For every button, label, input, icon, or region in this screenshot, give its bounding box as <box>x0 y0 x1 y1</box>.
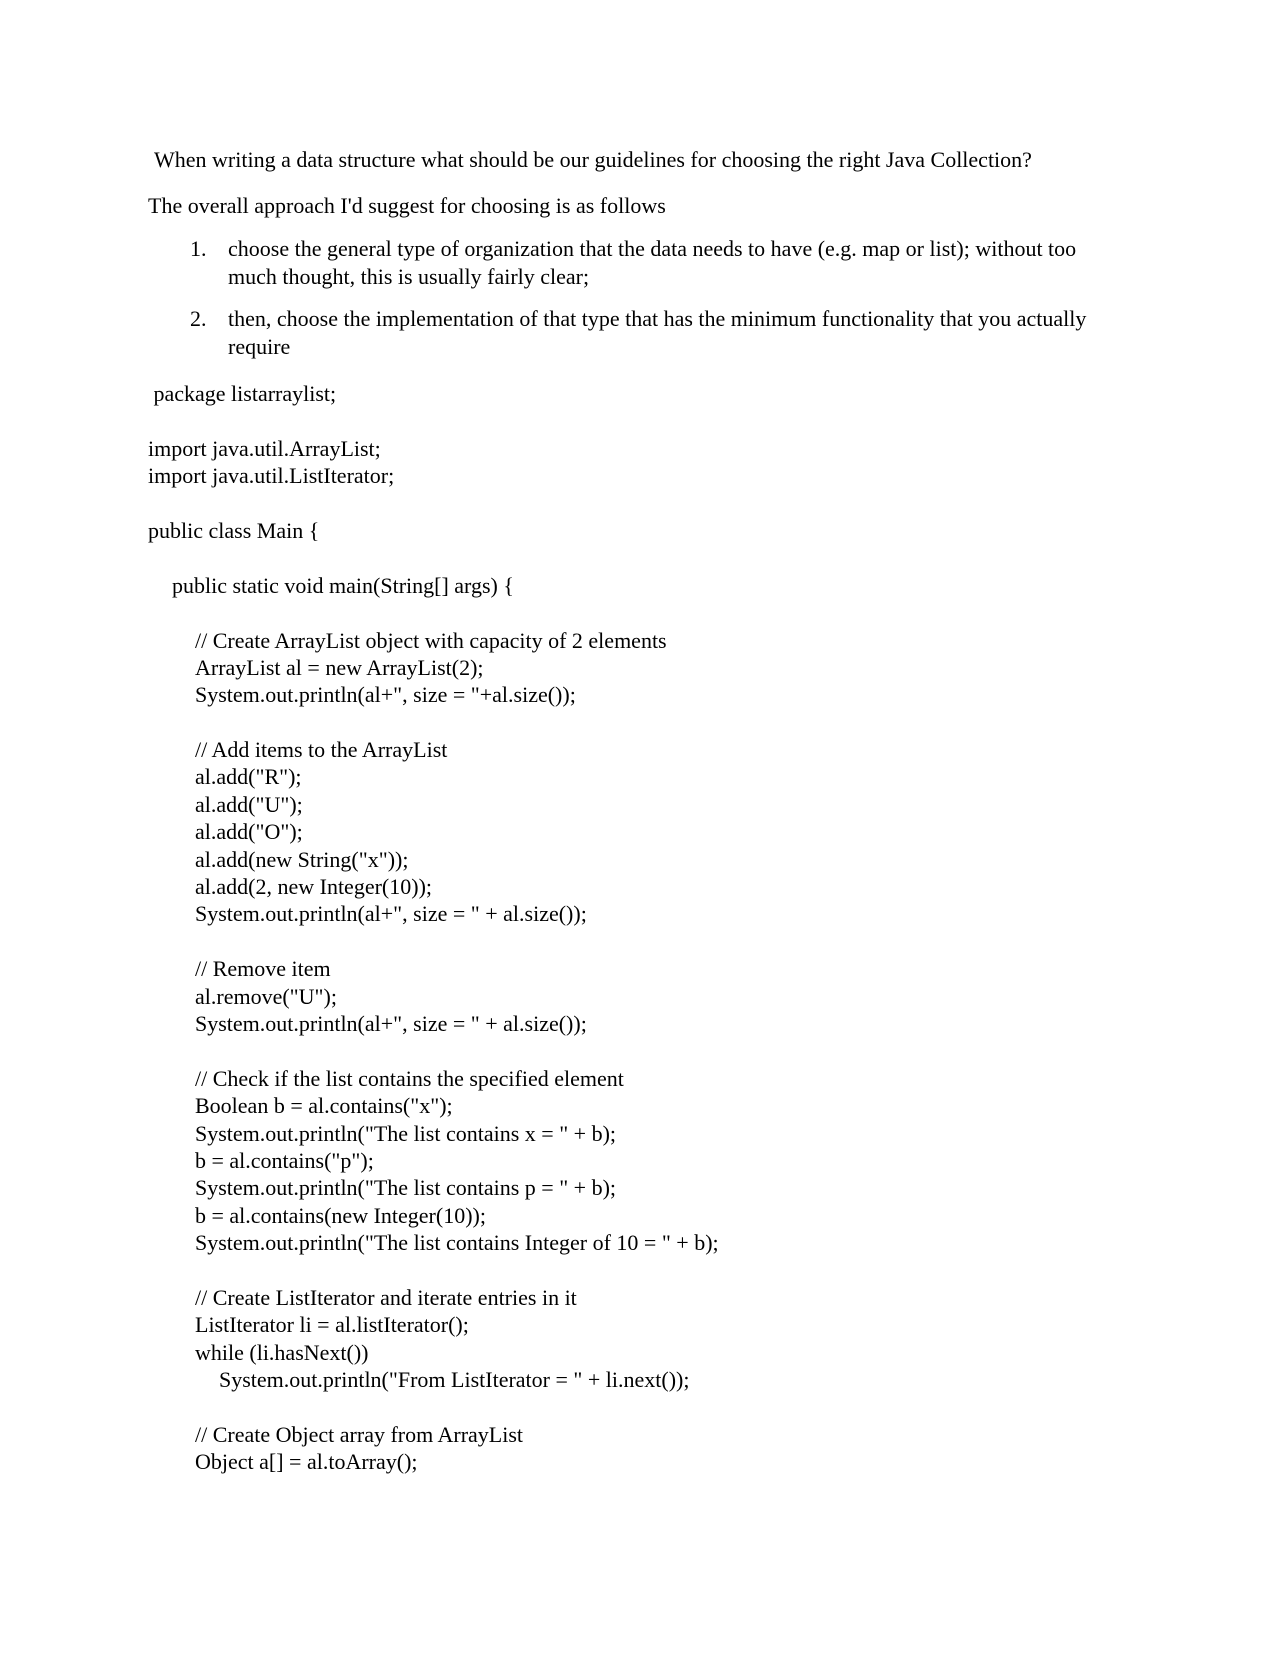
code-line: while (li.hasNext()) <box>195 1339 369 1365</box>
code-line: al.add("O"); <box>195 819 303 845</box>
code-line: System.out.println("The list contains x = " + b); <box>195 1120 617 1146</box>
code-line: al.add(new String("x")); <box>195 846 409 872</box>
list-item-text: choose the general type of organization that the data needs to have (e.g. map or list); without too much thought, this is usually fairly clear; <box>228 236 1077 289</box>
intro-paragraph: The overall approach I'd suggest for choosing is as follows <box>148 193 666 218</box>
code-line: import java.util.ListIterator; <box>148 463 395 489</box>
code-line: // Add items to the ArrayList <box>195 737 448 763</box>
code-line: al.add("U"); <box>195 791 303 817</box>
code-line: public static void main(String[] args) { <box>172 572 514 598</box>
code-line: System.out.println("From ListIterator = " + li.next()); <box>219 1367 690 1393</box>
code-line: ListIterator li = al.listIterator(); <box>195 1312 469 1338</box>
list-item <box>148 235 1128 290</box>
code-line <box>148 1393 719 1420</box>
code-line: // Create Object array from ArrayList <box>195 1421 524 1447</box>
code-line <box>148 407 719 434</box>
code-line: al.add(2, new Integer(10)); <box>195 874 433 900</box>
code-line: b = al.contains(new Integer(10)); <box>195 1202 486 1228</box>
code-line <box>148 599 719 626</box>
list-item <box>148 305 1128 360</box>
code-line: ArrayList al = new ArrayList(2); <box>195 654 484 680</box>
code-line: System.out.println(al+", size = " + al.size()); <box>195 901 587 927</box>
code-line: // Create ListIterator and iterate entries in it <box>195 1284 577 1310</box>
code-line: Boolean b = al.contains("x"); <box>195 1093 453 1119</box>
code-line: // Create ArrayList object with capacity of 2 elements <box>195 627 667 653</box>
code-line <box>148 1037 719 1064</box>
code-line: System.out.println("The list contains Integer of 10 = " + b); <box>195 1230 719 1256</box>
code-line: al.remove("U"); <box>195 983 337 1009</box>
code-line: // Check if the list contains the specified element <box>195 1065 624 1091</box>
code-line: System.out.println(al+", size = "+al.size()); <box>195 682 576 708</box>
list-item-text: then, choose the implementation of that type that has the minimum functionality that you actually require <box>228 306 1087 359</box>
list-item-number: 1. <box>190 236 207 261</box>
code-line <box>148 490 719 517</box>
code-line <box>148 709 719 736</box>
question-heading: When writing a data structure what should be our guidelines for choosing the right Java Collection? <box>154 147 1032 172</box>
code-line <box>148 928 719 955</box>
code-line: package listarraylist; <box>148 381 337 406</box>
code-listing <box>148 380 719 1476</box>
code-line: public class Main { <box>148 517 320 543</box>
code-line: // Remove item <box>195 956 331 982</box>
code-line: Object a[] = al.toArray(); <box>195 1449 418 1475</box>
code-line <box>148 1257 719 1284</box>
code-line <box>148 544 719 571</box>
code-line: import java.util.ArrayList; <box>148 435 381 461</box>
code-line: System.out.println("The list contains p = " + b); <box>195 1175 617 1201</box>
steps-list <box>148 235 1128 375</box>
code-line: System.out.println(al+", size = " + al.size()); <box>195 1010 587 1036</box>
list-item-number: 2. <box>190 306 207 331</box>
code-line: b = al.contains("p"); <box>195 1147 374 1173</box>
code-line: al.add("R"); <box>195 764 302 790</box>
